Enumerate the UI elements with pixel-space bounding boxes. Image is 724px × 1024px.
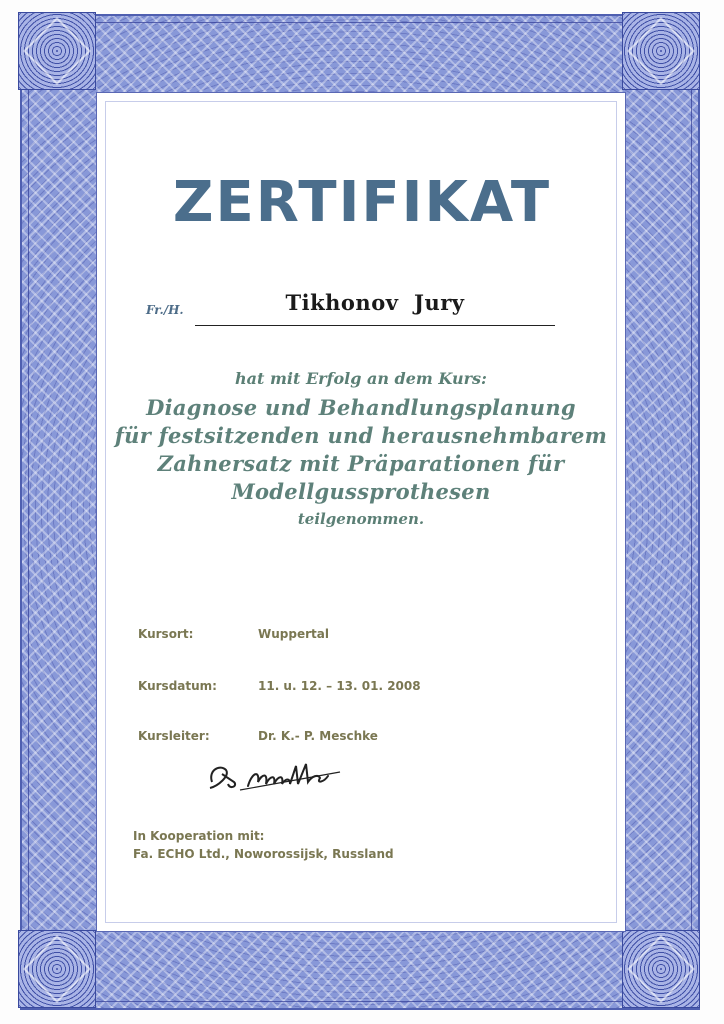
kursdatum-value: 11. u. 12. – 13. 01. 2008: [258, 679, 421, 693]
certificate-title: ZERTIFIKAT: [172, 170, 552, 235]
recipient-name: Tikhonov Jury: [285, 290, 465, 315]
course-line: Diagnose und Behandlungsplanung: [146, 395, 576, 420]
handwritten-signature: [200, 752, 400, 802]
course-title: [96, 394, 626, 506]
name-prefix: Fr./H.: [146, 303, 184, 317]
course-line: für festsitzenden und herausnehmbarem: [114, 423, 608, 448]
kursdatum-label: Kursdatum:: [138, 679, 217, 693]
kursort-label: Kursort:: [138, 627, 194, 641]
corner-ornament-top-left: [18, 12, 96, 90]
corner-ornament-top-right: [622, 12, 700, 90]
course-line: Zahnersatz mit Präparationen für: [157, 451, 565, 476]
name-underline: [195, 325, 555, 326]
cooperation-label: In Kooperation mit:: [133, 829, 265, 843]
cooperation-value: Fa. ECHO Ltd., Noworossijsk, Russland: [133, 847, 394, 861]
kursleiter-value: Dr. K.- P. Meschke: [258, 729, 378, 743]
intro-text: hat mit Erfolg an dem Kurs:: [235, 369, 487, 388]
corner-ornament-bottom-left: [18, 930, 96, 1008]
course-line: Modellgussprothesen: [231, 479, 491, 504]
kursort-value: Wuppertal: [258, 627, 329, 641]
kursleiter-label: Kursleiter:: [138, 729, 210, 743]
outro-text: teilgenommen.: [297, 510, 425, 528]
corner-ornament-bottom-right: [622, 930, 700, 1008]
